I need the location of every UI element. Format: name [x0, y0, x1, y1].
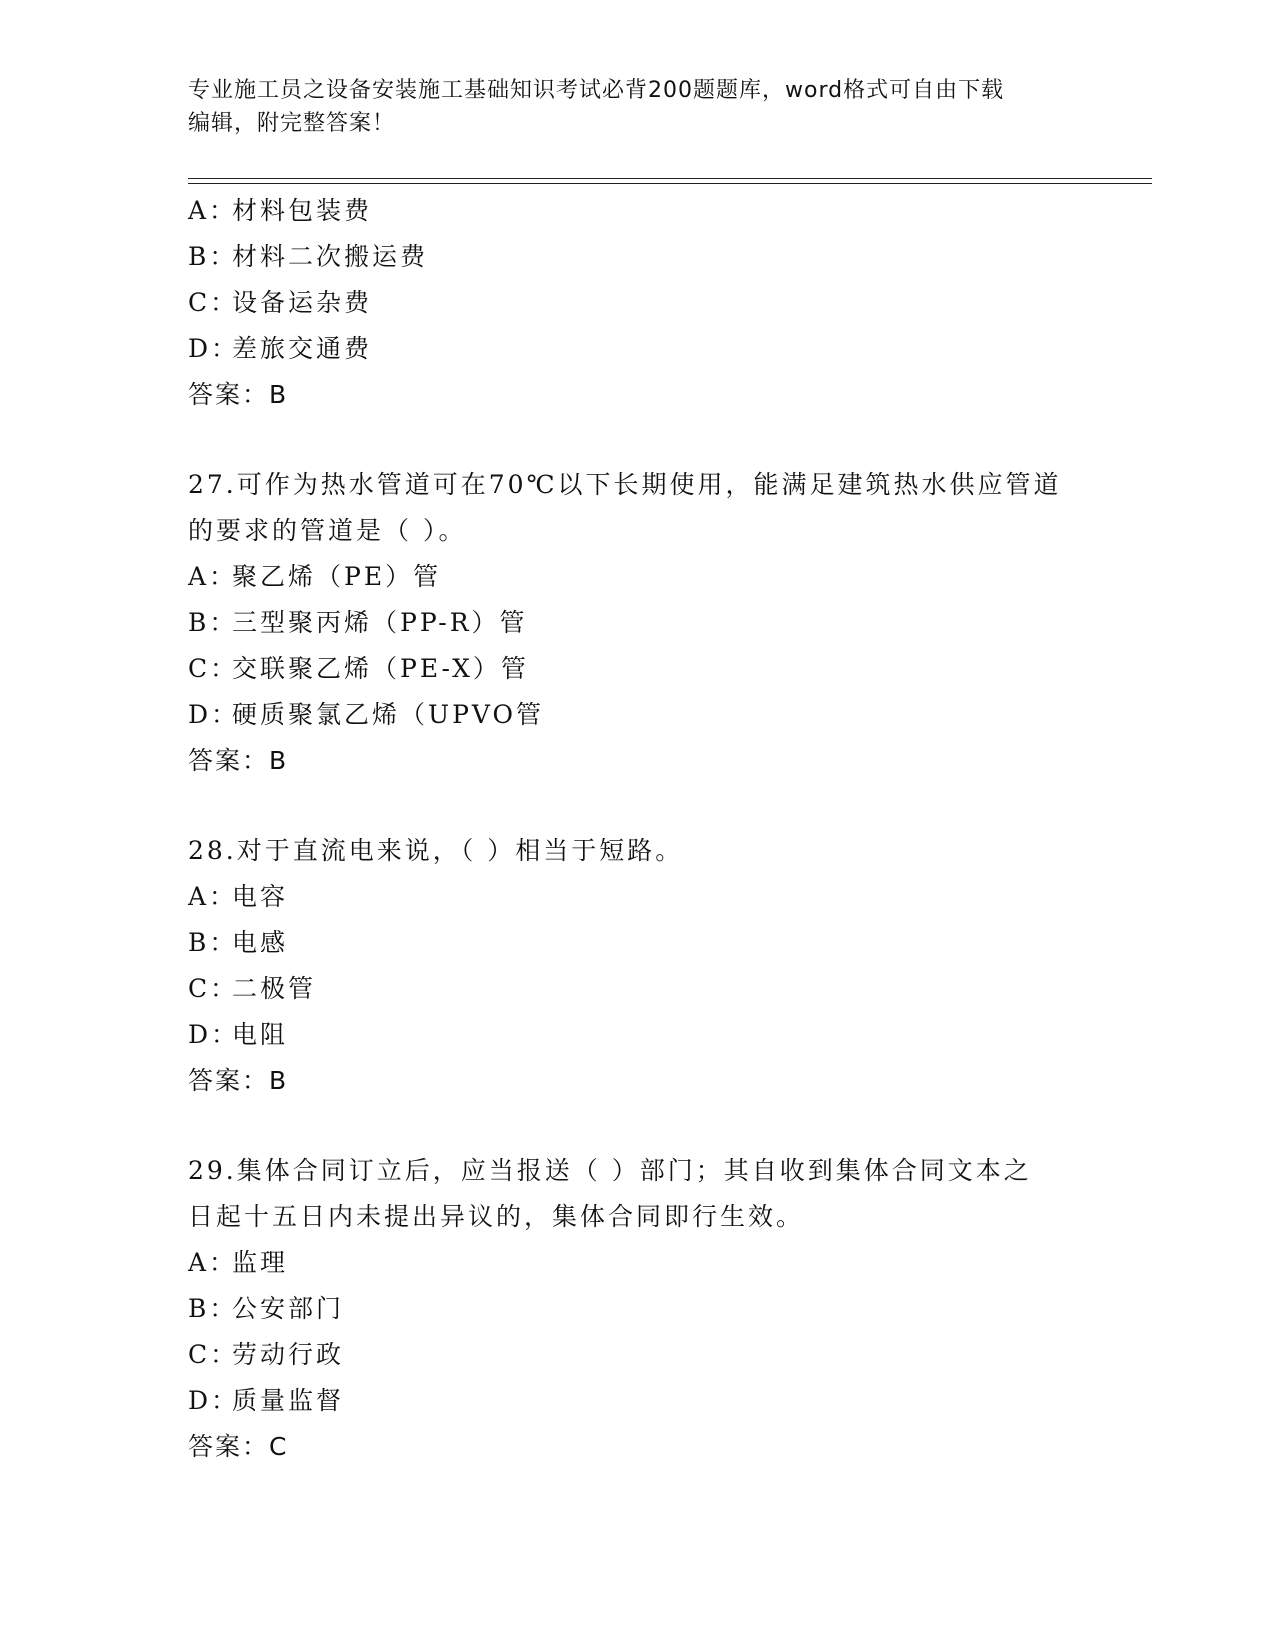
question-27: [188, 462, 1128, 784]
option-c: [188, 1332, 1128, 1378]
option-b: [188, 234, 1128, 280]
option-key: D：: [188, 700, 240, 729]
option-text: 硬质聚氯乙烯（UPVO管: [232, 700, 545, 729]
option-key: C：: [188, 654, 239, 683]
option-key: A：: [188, 1248, 238, 1277]
option-text: 材料二次搬运费: [232, 242, 429, 271]
answer-line: 答案：B: [188, 1066, 289, 1095]
option-d: [188, 1378, 1128, 1424]
question-list: [188, 188, 1128, 1470]
option-key: B：: [188, 608, 238, 637]
option-b: [188, 600, 1128, 646]
option-text: 聚乙烯（PE）管: [232, 562, 442, 591]
question-text-line: 27.可作为热水管道可在70℃以下长期使用，能满足建筑热水供应管道: [188, 470, 1062, 499]
option-a: [188, 554, 1128, 600]
option-key: B：: [188, 242, 238, 271]
header-line-2: 编辑，附完整答案！: [188, 111, 396, 136]
option-key: C：: [188, 288, 239, 317]
option-key: A：: [188, 196, 238, 225]
option-c: [188, 646, 1128, 692]
option-a: [188, 1240, 1128, 1286]
question-text-line: 日起十五日内未提出异议的，集体合同即行生效。: [188, 1202, 805, 1231]
option-text: 设备运杂费: [232, 288, 373, 317]
option-text: 电阻: [232, 1020, 289, 1049]
option-key: D：: [188, 334, 240, 363]
option-key: C：: [188, 974, 239, 1003]
answer-line: 答案：B: [188, 380, 289, 409]
option-text: 差旅交通费: [232, 334, 373, 363]
document-header: [188, 74, 1088, 140]
option-b: [188, 1286, 1128, 1332]
spacer: [188, 784, 1128, 828]
option-key: A：: [188, 882, 238, 911]
option-text: 电容: [232, 882, 289, 911]
option-c: [188, 966, 1128, 1012]
option-text: 交联聚乙烯（PE-X）管: [232, 654, 529, 683]
option-text: 材料包装费: [232, 196, 373, 225]
option-text: 监理: [232, 1248, 289, 1277]
option-d: [188, 326, 1128, 372]
option-b: [188, 920, 1128, 966]
option-d: [188, 1012, 1128, 1058]
option-key: C：: [188, 1340, 239, 1369]
option-key: B：: [188, 928, 238, 957]
option-c: [188, 280, 1128, 326]
option-text: 二极管: [232, 974, 317, 1003]
question-28: [188, 828, 1128, 1104]
question-text-line: 的要求的管道是（ ）。: [188, 516, 467, 545]
option-text: 质量监督: [232, 1386, 345, 1415]
answer-line: 答案：B: [188, 746, 289, 775]
option-text: 公安部门: [232, 1294, 345, 1323]
question-29: [188, 1148, 1128, 1470]
header-divider-bottom: [188, 183, 1152, 184]
question-text-line: 29.集体合同订立后，应当报送（ ）部门；其自收到集体合同文本之: [188, 1156, 1032, 1185]
option-text: 电感: [232, 928, 289, 957]
option-text: 三型聚丙烯（PP-R）管: [232, 608, 528, 637]
question-text-line: 28.对于直流电来说，（ ）相当于短路。: [188, 836, 684, 865]
option-text: 劳动行政: [232, 1340, 345, 1369]
question-26-tail: [188, 188, 1128, 418]
header-divider-top: [188, 178, 1152, 179]
option-key: D：: [188, 1020, 240, 1049]
spacer: [188, 1104, 1128, 1148]
spacer: [188, 418, 1128, 462]
option-d: [188, 692, 1128, 738]
option-key: A：: [188, 562, 238, 591]
option-key: D：: [188, 1386, 240, 1415]
header-line-1: 专业施工员之设备安装施工基础知识考试必背200题题库，word格式可自由下载: [188, 78, 1005, 103]
option-key: B：: [188, 1294, 238, 1323]
option-a: [188, 874, 1128, 920]
option-a: [188, 188, 1128, 234]
answer-line: 答案：C: [188, 1432, 289, 1461]
